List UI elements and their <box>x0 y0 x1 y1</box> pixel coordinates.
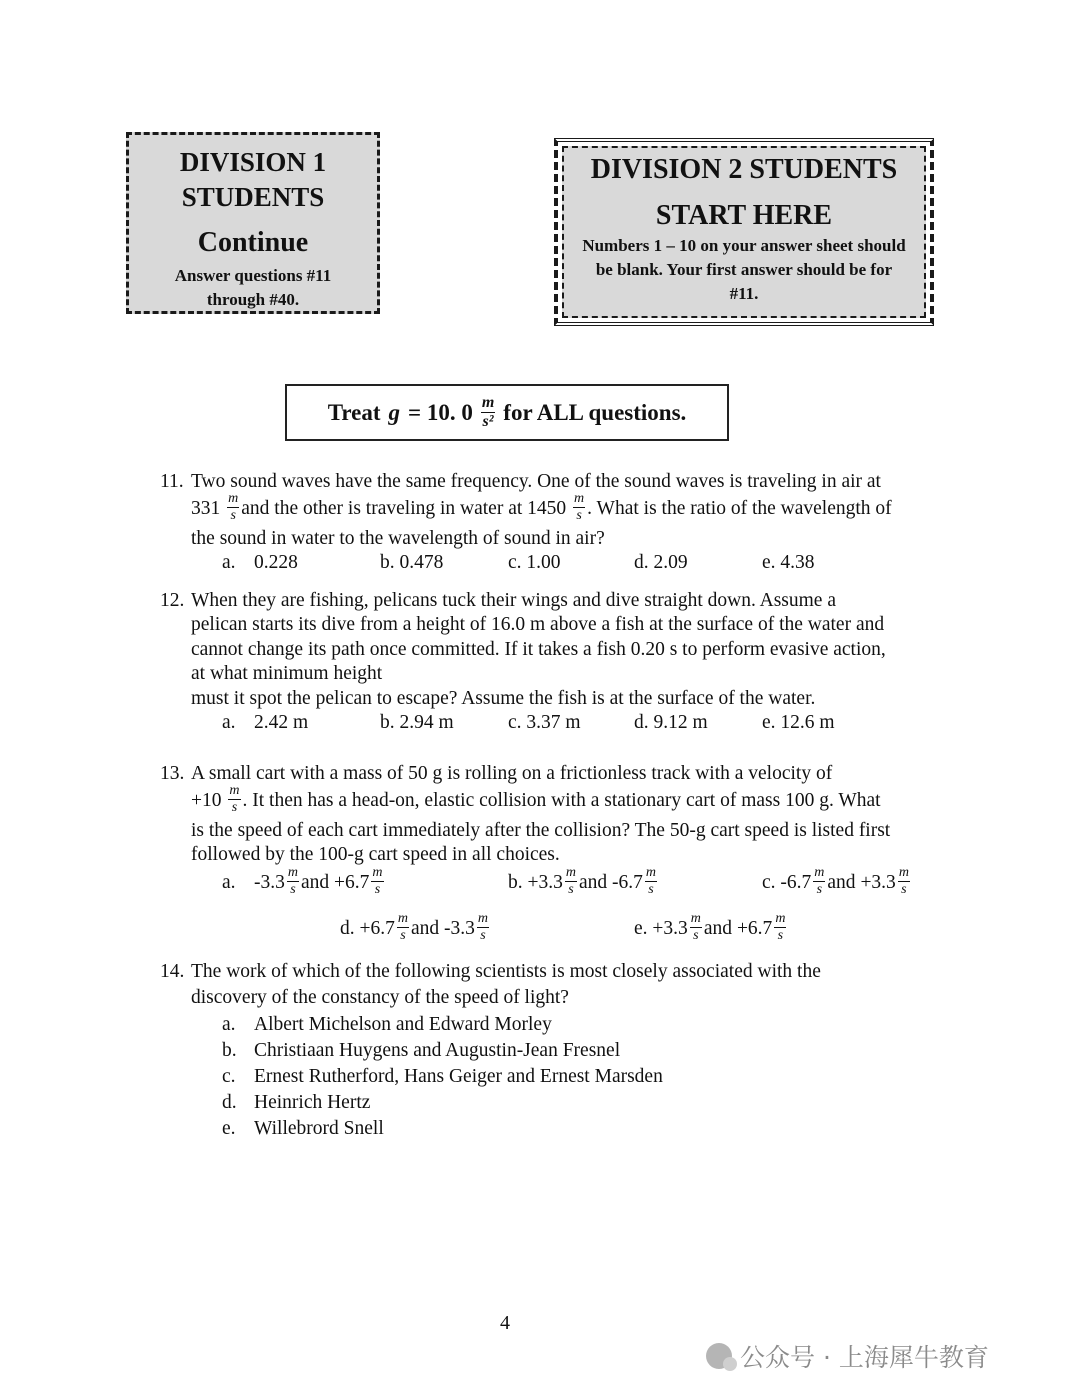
unit-numerator: m <box>228 491 239 506</box>
unit-denominator: s <box>568 882 574 897</box>
answer-choice[interactable] <box>634 710 708 736</box>
question-text-line: the sound in water to the wavelength of sound in air? <box>191 528 605 549</box>
unit-numerator: m <box>898 865 909 880</box>
unit-numerator: m <box>477 911 489 926</box>
choice-value: +6.7 <box>359 917 395 939</box>
answer-choice[interactable] <box>762 550 815 576</box>
question-text-line: must it spot the pelican to escape? Assume the fish is at the surface of the water. <box>191 688 816 709</box>
choice-value: +3.3 <box>860 871 896 893</box>
choice-text: Christiaan Huygens and Augustin-Jean Fresnel <box>254 1040 621 1061</box>
unit-fraction <box>565 866 577 897</box>
choice-label: b. <box>222 1040 237 1061</box>
question-text-line: When they are fishing, pelicans tuck their wings and dive straight down. Assume a <box>191 590 836 611</box>
question-text-fragment: . It then has a head-on, elastic collision with a stationary cart of mass 100 g. What <box>242 789 881 811</box>
unit-denominator: s <box>816 882 823 897</box>
question-text-fragment: and the other is traveling in water at 1450 <box>241 497 567 519</box>
question-text-line: followed by the 100-g cart speed in all choices. <box>191 844 560 865</box>
unit-denominator: s <box>230 508 236 523</box>
choice-label: d. <box>634 712 649 733</box>
choice-label: d. <box>222 1092 237 1113</box>
unit-numerator: m <box>565 865 576 880</box>
choice-label: c. <box>222 1066 236 1087</box>
choice-text: Ernest Rutherford, Hans Geiger and Ernest Marsden <box>254 1066 663 1087</box>
answer-choice[interactable] <box>222 710 308 736</box>
question-text-line: discovery of the constancy of the speed of light? <box>191 987 569 1008</box>
page-number: 4 <box>500 1312 510 1334</box>
watermark-text: 公众号 · 上海犀牛教育 <box>740 1343 989 1372</box>
unit-numerator: m <box>574 491 585 506</box>
answer-choice[interactable] <box>222 1038 620 1064</box>
division-1-title: DIVISION 1 STUDENTS <box>179 147 327 212</box>
unit-numerator: m <box>645 865 657 880</box>
question-text-fragment: . What is the ratio of the wavelength of <box>587 497 892 519</box>
question-text-line: cannot change its path once committed. If it takes a fish 0.20 s to perform evasive action, <box>191 639 886 660</box>
choice-connector: and <box>301 871 330 893</box>
choice-text: 3.37 m <box>526 712 581 733</box>
unit-denominator: s <box>901 882 907 897</box>
unit-fraction <box>228 784 240 815</box>
answer-choice[interactable] <box>762 865 912 899</box>
division-1-instruction: Answer questions #11 through #40. <box>174 266 332 309</box>
question-number: 11. <box>160 471 184 492</box>
gravity-unit-numerator: m <box>481 394 495 411</box>
choice-connector: and <box>827 871 856 893</box>
gravity-note-box <box>285 384 729 441</box>
question-text-line: The work of which of the following scientists is most closely associated with the <box>191 961 821 982</box>
unit-denominator: s <box>777 928 784 943</box>
unit-fraction <box>774 912 786 943</box>
choice-label: c. <box>508 552 522 573</box>
unit-fraction <box>898 866 910 897</box>
choice-value: +6.7 <box>334 871 370 893</box>
division-2-instruction: Numbers 1 – 10 on your answer sheet should be blank. Your first answer should be for #11. <box>582 236 906 303</box>
unit-fraction <box>287 866 299 897</box>
gravity-variable: g <box>388 399 400 425</box>
division-2-box <box>562 146 926 318</box>
answer-choice[interactable] <box>508 865 659 899</box>
answer-choice[interactable] <box>222 1012 552 1038</box>
choice-text: 12.6 m <box>780 712 835 733</box>
choice-value: -6.7 <box>780 871 812 893</box>
choice-text: 2.42 m <box>254 712 309 733</box>
unit-denominator: s <box>400 928 406 943</box>
choice-label: e. <box>634 917 648 939</box>
speed-air-value: 331 <box>191 497 221 519</box>
choice-value: -3.3 <box>444 917 475 939</box>
choice-label: c. <box>508 712 522 733</box>
choice-value: +6.7 <box>736 917 773 939</box>
unit-fraction <box>227 492 239 523</box>
choice-label: e. <box>762 552 776 573</box>
choice-label: a. <box>222 552 236 573</box>
answer-choice[interactable] <box>222 1090 370 1116</box>
unit-fraction <box>371 866 383 897</box>
gravity-unit <box>481 395 495 430</box>
unit-denominator: s <box>648 882 654 897</box>
choice-label: a. <box>222 871 236 893</box>
choice-connector: and <box>703 917 733 939</box>
gravity-note-prefix: Treat <box>327 399 381 425</box>
unit-numerator: m <box>814 865 825 880</box>
choice-text: Heinrich Hertz <box>254 1092 371 1113</box>
question-text-line <box>191 783 881 817</box>
answer-choice[interactable] <box>508 710 581 736</box>
gravity-value: = 10. 0 <box>407 399 473 425</box>
unit-numerator: m <box>287 865 298 880</box>
division-1-box <box>126 132 380 314</box>
answer-choice[interactable] <box>508 550 561 576</box>
answer-choice[interactable] <box>634 550 688 576</box>
question-text-line: Two sound waves have the same frequency. One of the sound waves is traveling in air at <box>191 471 881 492</box>
unit-numerator: m <box>229 783 240 798</box>
choice-connector: and <box>579 871 608 893</box>
answer-choice[interactable] <box>380 550 443 576</box>
choice-label: a. <box>222 1014 236 1035</box>
question-text-line <box>191 491 892 525</box>
choice-value: +3.3 <box>527 871 563 893</box>
unit-denominator: s <box>374 882 381 897</box>
wechat-icon <box>706 1343 732 1369</box>
choice-text: 2.94 m <box>399 712 454 733</box>
question-number: 12. <box>160 590 185 611</box>
unit-fraction <box>690 912 702 943</box>
division-1-heading: Continue <box>197 227 309 258</box>
question-text-line: pelican starts its dive from a height of 16.0 m above a fish at the surface of the water and <box>191 614 885 635</box>
division-2-title: DIVISION 2 STUDENTS <box>590 154 898 185</box>
unit-numerator: m <box>372 865 383 880</box>
unit-fraction <box>813 866 825 897</box>
choice-value: -6.7 <box>612 871 643 893</box>
question-number: 13. <box>160 763 185 784</box>
choice-label: e. <box>762 712 776 733</box>
watermark <box>706 1338 989 1374</box>
unit-denominator: s <box>231 800 238 815</box>
question-text-line: at what minimum height <box>191 663 383 684</box>
unit-fraction <box>645 866 657 897</box>
choice-label: d. <box>634 552 649 573</box>
choice-text: Willebrord Snell <box>254 1118 384 1139</box>
answer-choice[interactable] <box>634 911 788 945</box>
choice-label: d. <box>340 917 355 939</box>
choice-label: a. <box>222 712 236 733</box>
unit-fraction <box>477 912 489 943</box>
question-text-line: A small cart with a mass of 50 g is rolling on a frictionless track with a velocity of <box>191 763 833 784</box>
gravity-unit-denominator: s² <box>482 413 494 430</box>
choice-text: 4.38 <box>780 552 815 573</box>
choice-text: 2.09 <box>653 552 688 573</box>
unit-numerator: m <box>397 911 408 926</box>
choice-label: e. <box>222 1118 236 1139</box>
choice-label: b. <box>508 871 523 893</box>
unit-numerator: m <box>690 911 701 926</box>
unit-denominator: s <box>480 928 486 943</box>
question-text-line: is the speed of each cart immediately after the collision? The 50-g cart speed is listed first <box>191 820 891 841</box>
choice-value: +3.3 <box>652 917 688 939</box>
answer-choice[interactable] <box>222 1116 384 1142</box>
choice-label: b. <box>380 712 395 733</box>
division-2-heading: START HERE <box>655 200 833 231</box>
choice-label: c. <box>762 871 776 893</box>
unit-denominator: s <box>693 928 699 943</box>
choice-text: 9.12 m <box>653 712 708 733</box>
unit-denominator: s <box>290 882 296 897</box>
question-number: 14. <box>160 961 185 982</box>
choice-label: b. <box>380 552 395 573</box>
unit-fraction <box>573 492 585 523</box>
unit-numerator: m <box>775 911 786 926</box>
answer-choice[interactable] <box>222 1064 663 1090</box>
choice-text: 1.00 <box>526 552 561 573</box>
initial-velocity-value: +10 <box>191 789 222 811</box>
unit-fraction <box>397 912 409 943</box>
answer-choice[interactable] <box>222 550 298 576</box>
choice-text: Albert Michelson and Edward Morley <box>254 1014 552 1035</box>
choice-value: -3.3 <box>254 871 285 893</box>
unit-denominator: s <box>576 508 582 523</box>
choice-text: 0.478 <box>399 552 444 573</box>
gravity-note-suffix: for ALL questions. <box>503 399 687 425</box>
answer-choice[interactable] <box>222 865 386 899</box>
choice-connector: and <box>411 917 440 939</box>
answer-choice[interactable] <box>340 911 491 945</box>
choice-text: 0.228 <box>254 552 298 573</box>
answer-choice[interactable] <box>762 710 835 736</box>
answer-choice[interactable] <box>380 710 454 736</box>
